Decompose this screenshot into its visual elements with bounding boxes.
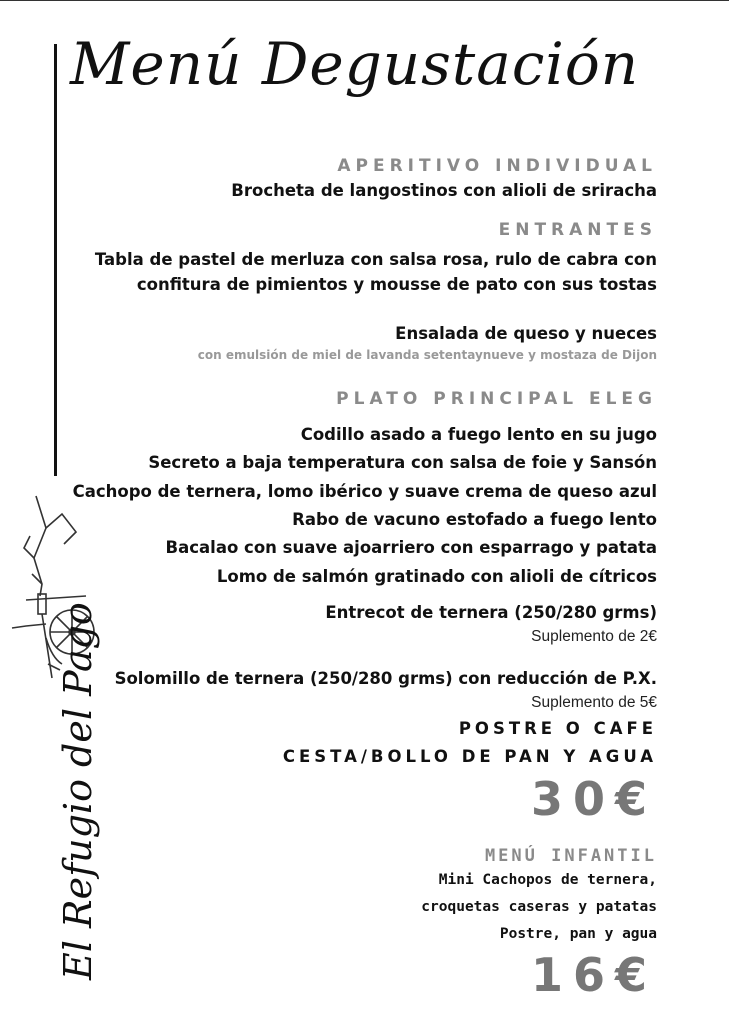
principal-item: Rabo de vacuno estofado a fuego lento [292, 510, 657, 529]
infantil-line-1: Mini Cachopos de ternera, [438, 872, 657, 888]
entrante-1-line-2: confitura de pimientos y mousse de pato con sus tostas [136, 275, 657, 294]
aperitivo-item: Brocheta de langostinos con alioli de sriracha [231, 181, 657, 200]
menu-price: 30€ [530, 772, 657, 826]
postre-line: POSTRE O CAFE [458, 719, 657, 738]
entrecot-supplement: Suplemento de 2€ [531, 628, 657, 645]
principal-heading: PLATO PRINCIPAL ELEG [336, 389, 657, 409]
solomillo-item: Solomillo de ternera (250/280 grms) con reducción de P.X. [114, 669, 657, 688]
principal-item: Lomo de salmón gratinado con alioli de cítricos [216, 567, 657, 586]
infantil-line-2: croquetas caseras y patatas [421, 899, 657, 915]
vertical-rule [54, 44, 57, 476]
solomillo-supplement: Suplemento de 5€ [531, 694, 657, 711]
principal-item: Codillo asado a fuego lento en su jugo [300, 425, 657, 444]
principal-item: Cachopo de ternera, lomo ibérico y suave crema de queso azul [72, 482, 657, 501]
pan-line: CESTA/BOLLO DE PAN Y AGUA [282, 747, 657, 766]
infantil-line-3: Postre, pan y agua [499, 926, 657, 942]
menu-title: Menú Degustación [70, 30, 640, 98]
aperitivo-heading: APERITIVO INDIVIDUAL [337, 156, 657, 176]
top-border [0, 0, 729, 1]
infantil-heading: MENÚ INFANTIL [484, 846, 657, 866]
infantil-price: 16€ [530, 948, 657, 1002]
principal-item: Secreto a baja temperatura con salsa de foie y Sansón [148, 453, 657, 472]
entrecot-item: Entrecot de ternera (250/280 grms) [325, 603, 657, 622]
entrante-1-line-1: Tabla de pastel de merluza con salsa rosa, rulo de cabra con [94, 250, 657, 269]
entrantes-heading: ENTRANTES [498, 220, 657, 240]
brand-name: El Refugio del Pago [56, 602, 100, 980]
entrante-2: Ensalada de queso y nueces [395, 324, 657, 343]
entrante-2-description: con emulsión de miel de lavanda setentaynueve y mostaza de Dijon [197, 348, 657, 362]
principal-item: Bacalao con suave ajoarriero con esparrago y patata [165, 538, 657, 557]
